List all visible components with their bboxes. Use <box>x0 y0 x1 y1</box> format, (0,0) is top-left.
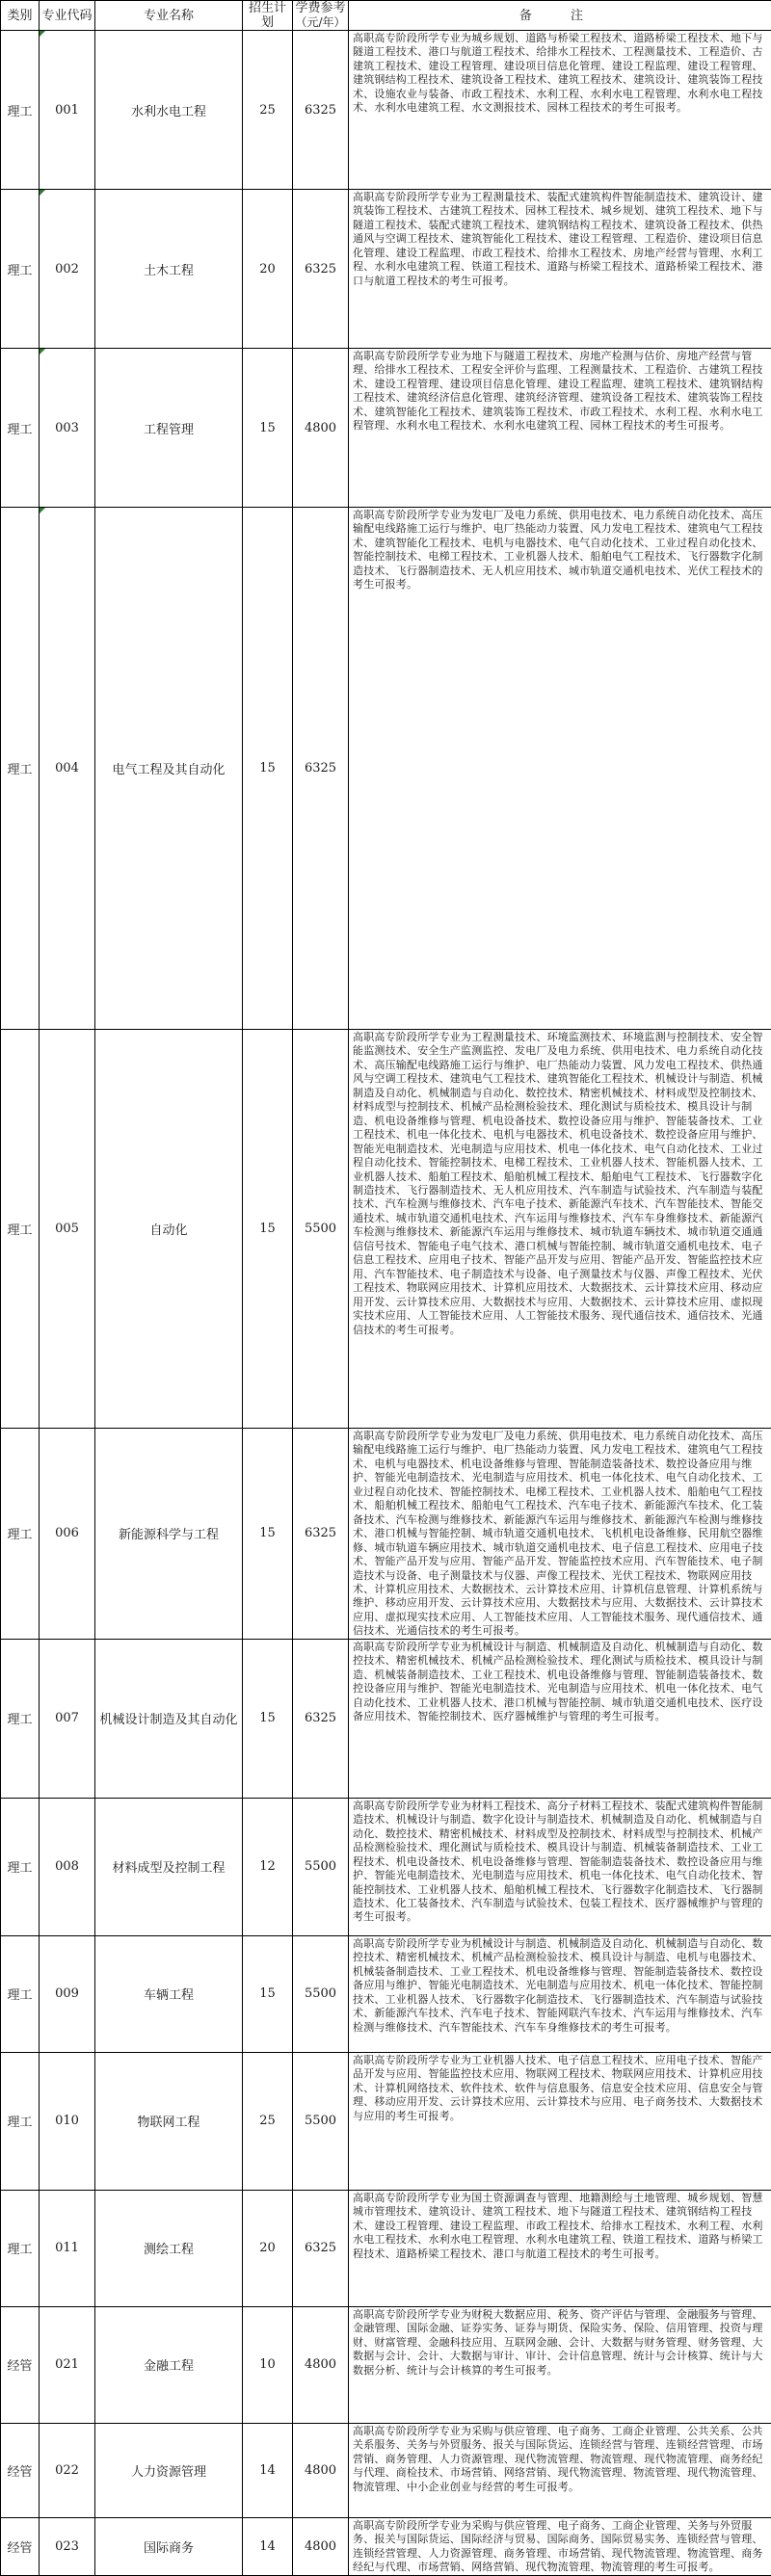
plan-cell: 15 <box>243 508 293 1030</box>
category-cell: 理工 <box>1 1429 40 1640</box>
fee-cell: 5500 <box>293 1935 349 2052</box>
code-cell <box>40 1639 95 1798</box>
plan-cell: 14 <box>243 2423 293 2517</box>
plan-cell: 15 <box>243 1429 293 1640</box>
header-fee-line1: 学费参考 <box>293 1 348 15</box>
code-text: 001 <box>55 103 79 118</box>
code-cell <box>40 1030 95 1429</box>
table-row <box>1 1935 771 2052</box>
cell-marker-icon <box>40 349 45 355</box>
code-text: 010 <box>55 2114 79 2128</box>
major-name-cell: 工程管理 <box>95 349 243 508</box>
major-name-cell: 电气工程及其自动化 <box>95 508 243 1030</box>
major-name-cell: 车辆工程 <box>95 1935 243 2052</box>
fee-cell: 4800 <box>293 2306 349 2423</box>
plan-cell: 10 <box>243 2306 293 2423</box>
plan-cell: 15 <box>243 1935 293 2052</box>
fee-cell: 6325 <box>293 508 349 1030</box>
fee-cell: 6325 <box>293 2190 349 2306</box>
header-code: 专业代码 <box>40 1 95 31</box>
table-row <box>1 2423 771 2517</box>
category-cell: 理工 <box>1 1935 40 2052</box>
notes-cell: 高职高专阶段所学专业为机械设计与制造、机械制造及自动化、机械制造与自动化、数控技术、精密机械技术、机械产品检测检验技术、理化测试与质检技术、模具设计与制造、机械装备制造技术、工业工程技术、机电设备维修与管理、智能制造装备技术、数控设备应用与维护、智能光电制造技术、光电制造与应用技术、机电一体化技术、电气自动化技术、工业机器人技术、港口机械与智能控制、城市轨道交通机电技术、医疗设备应用技术、智能控制技术、医疗器械维护与管理的考生可报考。 <box>349 1639 771 1798</box>
plan-cell: 15 <box>243 349 293 508</box>
major-name-cell: 测绘工程 <box>95 2190 243 2306</box>
notes-cell: 高职高专阶段所学专业为国土资源调查与管理、地籍测绘与土地管理、城乡规划、智慧城市管理技术、建筑设计、建筑工程技术、地下与隧道工程技术、建筑钢结构工程技术、建设工程管理、建设工程监理、市政工程技术、给排水工程技术、水利工程、水利水电工程技术、水利水电工程管理、水利水电建筑工程、铁道工程技术、道路与桥梁工程技术、道路桥梁工程技术、港口与航道工程技术的考生可报考。 <box>349 2190 771 2306</box>
major-name-cell: 金融工程 <box>95 2306 243 2423</box>
category-cell: 理工 <box>1 31 40 190</box>
category-cell: 理工 <box>1 508 40 1030</box>
category-cell: 理工 <box>1 1030 40 1429</box>
plan-cell: 25 <box>243 2052 293 2190</box>
code-cell <box>40 2306 95 2423</box>
major-name-cell: 材料成型及控制工程 <box>95 1798 243 1935</box>
notes-cell: 高职高专阶段所学专业为工程测量技术、环境监测技术、环境监测与控制技术、安全智能监测技术、安全生产监测监控、发电厂及电力系统、供用电技术、电力系统自动化技术、高压输配电线路施工运行与维护、电厂热能动力装置、风力发电工程技术、供热通风与空调工程技术、建筑电气工程技术、建筑智能化工程技术、机械设计与制造、机械制造及自动化、机械制造与自动化、数控技术、精密机械技术、材料成型及控制技术、材料成型与控制技术、机械产品检测检验技术、理化测试与质检技术、模具设计与制造、机电设备维修与管理、机电设备技术、数控设备应用与维护、智能装备技术、工业工程技术、机电一体化技术、电机与电器技术、机电设备技术、数控设备应用与维护、智能光电制造技术、光电制造与应用技术、机电一体化技术、电气自动化技术、工业过程自动化技术、智能控制技术、电梯工程技术、工业机器人技术、智能机器人技术、工业机器人技术、船舶工程技术、船舶机械工程技术、船舶电气工程技术、飞行器数字化制造技术、飞行器制造技术、无人机应用技术、汽车制造与试验技术、汽车制造与装配技术、汽车检测与维修技术、汽车电子技术、新能源汽车技术、汽车智能技术、智能交通技术、城市轨道交通机电技术、汽车运用与维修技术、汽车车身维修技术、新能源汽车检测与维修技术、新能源汽车运用与维修技术、城市轨道车辆技术、城市轨道交通通信信号技术、智能电子电气技术、港口机械与智能控制、城市轨道交通机电技术、电子信息工程技术、应用电子技术、智能产品开发与应用、智能产品开发、智能监控技术应用、汽车智能技术、电子制造技术与设备、电子测量技术与仪器、声像工程技术、光伏工程技术、物联网应用技术、计算机应用技术、大数据技术、云计算技术应用、移动应用开发、云计算技术应用、大数据技术与应用、大数据技术、云计算技术应用、虚拟现实技术应用、人工智能技术应用、人工智能技术服务、现代通信技术、通信技术、光通信技术的考生可报考。 <box>349 1030 771 1429</box>
major-name-cell: 土木工程 <box>95 190 243 349</box>
code-text: 008 <box>55 1859 79 1874</box>
plan-cell: 25 <box>243 31 293 190</box>
category-cell: 理工 <box>1 2190 40 2306</box>
plan-cell: 20 <box>243 2190 293 2306</box>
code-text: 007 <box>55 1711 79 1725</box>
code-cell <box>40 1935 95 2052</box>
major-name-cell: 自动化 <box>95 1030 243 1429</box>
code-text: 006 <box>55 1526 79 1540</box>
fee-cell: 5500 <box>293 2052 349 2190</box>
code-cell <box>40 1798 95 1935</box>
code-cell <box>40 190 95 349</box>
code-cell <box>40 508 95 1030</box>
fee-cell: 4800 <box>293 349 349 508</box>
header-plan: 招生计划 <box>243 1 293 31</box>
category-cell: 理工 <box>1 1798 40 1935</box>
plan-cell: 12 <box>243 1798 293 1935</box>
table-row <box>1 2052 771 2190</box>
table-row <box>1 2306 771 2423</box>
cell-marker-icon <box>40 31 45 37</box>
notes-cell: 高职高专阶段所学专业为城乡规划、道路与桥梁工程技术、道路桥梁工程技术、地下与隧道工程技术、港口与航道工程技术、给排水工程技术、工程测量技术、工程造价、古建筑工程技术、建设工程管理、建设项目信息化管理、建设工程监理、建设工程管理、建筑钢结构工程技术、建筑设备工程技术、建筑工程技术、建筑设计、建筑装饰工程技术、设施农业与装备、市政工程技术、水利工程、水利水电工程管理、水利水电工程技术、水利水电建筑工程、水文测报技术、园林工程技术的考生可报考。 <box>349 31 771 190</box>
category-cell: 经管 <box>1 2517 40 2575</box>
code-cell <box>40 349 95 508</box>
major-name-cell: 机械设计制造及其自动化 <box>95 1639 243 1798</box>
fee-cell: 6325 <box>293 190 349 349</box>
category-cell: 理工 <box>1 1639 40 1798</box>
table-row <box>1 1639 771 1798</box>
table-row <box>1 1429 771 1640</box>
fee-cell: 4800 <box>293 2423 349 2517</box>
category-cell: 理工 <box>1 349 40 508</box>
code-cell <box>40 1429 95 1640</box>
notes-cell: 高职高专阶段所学专业为采购与供应管理、电子商务、工商企业管理、关务与外贸服务、报关与国际货运、国际经济与贸易、国际商务、国际贸易实务、连锁经营与管理、连锁经营管理、人力资源管理、商务管理、市场营销、现代物流管理、物流管理、商务经纪与代理、市场营销、网络营销、现代物流管理、物流管理的考生可报考。 <box>349 2517 771 2575</box>
code-text: 004 <box>55 761 79 775</box>
table-row <box>1 1030 771 1429</box>
code-text: 003 <box>55 421 79 435</box>
major-name-cell: 新能源科学与工程 <box>95 1429 243 1640</box>
fee-cell: 5500 <box>293 1798 349 1935</box>
notes-cell: 高职高专阶段所学专业为发电厂及电力系统、供用电技术、电力系统自动化技术、高压输配电线路施工运行与维护、电厂热能动力装置、风力发电工程技术、建筑电气工程技术、建筑智能化工程技术、电机与电器技术、电气自动化技术、工业过程自动化技术、智能控制技术、电梯工程技术、工业机器人技术、船舶电气工程技术、飞行器数字化制造技术、飞行器制造技术、无人机应用技术、城市轨道交通机电技术、光伏工程技术的考生可报考。 <box>349 508 771 1030</box>
fee-cell: 6325 <box>293 1429 349 1640</box>
category-cell: 理工 <box>1 2052 40 2190</box>
category-cell: 经管 <box>1 2423 40 2517</box>
header-category: 类别 <box>1 1 40 31</box>
header-notes: 备 注 <box>349 1 771 31</box>
code-text: 002 <box>55 262 79 276</box>
table-row <box>1 508 771 1030</box>
table-row <box>1 349 771 508</box>
major-name-cell: 水利水电工程 <box>95 31 243 190</box>
header-fee <box>293 1 349 31</box>
code-text: 023 <box>55 2539 79 2554</box>
table-row <box>1 2517 771 2575</box>
table-row <box>1 31 771 190</box>
header-name: 专业名称 <box>95 1 243 31</box>
header-row <box>1 1 771 31</box>
notes-cell: 高职高专阶段所学专业为工程测量技术、装配式建筑构件智能制造技术、建筑设计、建筑装饰工程技术、古建筑工程技术、园林工程技术、城乡规划、建筑工程技术、地下与隧道工程技术、装配式建筑工程技术、建筑钢结构工程技术、建筑设备工程技术、供热通风与空调工程技术、建筑智能化工程技术、建设工程管理、工程造价、建设项目信息化管理、建设工程监理、市政工程技术、给排水工程技术、房地产经营与管理、水利工程、水利水电建筑工程、铁道工程技术、道路与桥梁工程技术、道路桥梁工程技术、港口与航道工程技术的考生可报考。 <box>349 190 771 349</box>
plan-cell: 20 <box>243 190 293 349</box>
fee-cell: 6325 <box>293 1639 349 1798</box>
cell-marker-icon <box>40 508 45 513</box>
major-name-cell: 物联网工程 <box>95 2052 243 2190</box>
code-text: 011 <box>55 2241 79 2255</box>
table-row <box>1 2190 771 2306</box>
notes-cell: 高职高专阶段所学专业为材料工程技术、高分子材料工程技术、装配式建筑构件智能制造技术、机械设计与制造、数字化设计与制造技术、机械制造及自动化、机械制造与自动化、数控技术、精密机械技术、材料成型及控制技术、材料成型与控制技术、机械产品检测检验技术、理化测试与质检技术、模具设计与制造、机械装备制造技术、工业工程技术、机电设备技术、机电设备维修与管理、智能制造装备技术、数控设备应用与维护、智能光电制造技术、光电制造与应用技术、机电一体化技术、电气自动化技术、智能控制技术、工业机器人技术、船舶机械工程技术、飞行器数字化制造技术、飞行器制造技术、化工装备技术、汽车制造与试验技术、包装工程技术、医疗器械维护与管理的考生可报考。 <box>349 1798 771 1935</box>
fee-cell: 5500 <box>293 1030 349 1429</box>
fee-cell: 4800 <box>293 2517 349 2575</box>
code-cell <box>40 2052 95 2190</box>
code-text: 009 <box>55 1986 79 2001</box>
plan-cell: 14 <box>243 2517 293 2575</box>
notes-cell: 高职高专阶段所学专业为财税大数据应用、税务、资产评估与管理、金融服务与管理、金融管理、国际金融、证券实务、证券与期货、保险实务、保险、信用管理、投资与理财、财富管理、金融科技应用、互联网金融、会计、大数据与财务管理、财务管理、大数据与会计、会计、大数据与审计、审计、会计信息管理、统计与会计核算、统计与大数据分析、统计与会计核算的考生可报考。 <box>349 2306 771 2423</box>
category-cell: 经管 <box>1 2306 40 2423</box>
code-cell <box>40 2517 95 2575</box>
table-row <box>1 190 771 349</box>
code-text: 005 <box>55 1222 79 1236</box>
header-fee-line2: （元/年） <box>293 15 348 30</box>
notes-cell: 高职高专阶段所学专业为发电厂及电力系统、供用电技术、电力系统自动化技术、高压输配电线路施工运行与维护、电厂热能动力装置、风力发电工程技术、建筑电气工程技术、电机与电器技术、机电设备维修与管理、智能制造装备技术、数控设备应用与维护、智能光电制造技术、光电制造与应用技术、机电一体化技术、电气自动化技术、工业过程自动化技术、智能控制技术、电梯工程技术、工业机器人技术、船舶电气工程技术、船舶机械工程技术、船舶电气工程技术、汽车电子技术、新能源汽车技术、化工装备技术、汽车检测与维修技术、新能源汽车运用与维修技术、新能源汽车检测与维修技术、港口机械与智能控制、城市轨道交通机电技术、飞机机电设备维修、民用航空器维修、城市轨道车辆应用技术、城市轨道交通机电技术、电子信息工程技术、应用电子技术、智能产品开发与应用、智能产品开发、智能监控技术应用、汽车智能技术、电子制造技术与设备、电子测量技术与仪器、声像工程技术、光伏工程技术、物联网应用技术、计算机应用技术、大数据技术、云计算技术应用、计算机信息管理、计算机系统与维护、移动应用开发、云计算技术应用、大数据技术与应用、大数据技术、云计算技术应用、虚拟现实技术应用、人工智能技术应用、人工智能技术服务、现代通信技术、通信技术、光通信技术的考生可报考。 <box>349 1429 771 1640</box>
notes-cell: 高职高专阶段所学专业为机械设计与制造、机械制造及自动化、机械制造与自动化、数控技术、精密机械技术、机械产品检测检验技术、模具设计与制造、电机与电器技术、机械装备制造技术、工业工程技术、机电设备维修与管理、智能制造装备技术、数控设备应用与维护、智能光电制造技术、光电制造与应用技术、机电一体化技术、智能控制技术、工业机器人技术、飞行器数字化制造技术、飞行器制造技术、汽车制造与试验技术、新能源汽车技术、汽车电子技术、智能网联汽车技术、汽车运用与维修技术、汽车检测与维修技术、汽车智能技术、汽车车身维修技术的考生可报考。 <box>349 1935 771 2052</box>
plan-cell: 15 <box>243 1030 293 1429</box>
code-cell <box>40 31 95 190</box>
major-name-cell: 国际商务 <box>95 2517 243 2575</box>
fee-cell: 6325 <box>293 31 349 190</box>
cell-marker-icon <box>40 190 45 196</box>
major-name-cell: 人力资源管理 <box>95 2423 243 2517</box>
plan-cell: 15 <box>243 1639 293 1798</box>
code-cell <box>40 2423 95 2517</box>
code-text: 022 <box>55 2463 79 2478</box>
code-cell <box>40 2190 95 2306</box>
category-cell: 理工 <box>1 190 40 349</box>
notes-cell: 高职高专阶段所学专业为地下与隧道工程技术、房地产检测与估价、房地产经营与管理、给排水工程技术、工程安全评价与监理、工程测量技术、工程造价、古建筑工程技术、建设工程管理、建设项目信息化管理、建设工程监理、建筑工程技术、建筑钢结构工程技术、建筑经济信息化管理、建筑经济管理、建筑设备工程技术、建筑装饰工程技术、建筑智能化工程技术、建筑装饰工程技术、市政工程技术、水利工程、水利水电工程管理、水利水电工程技术、水利水电建筑工程、园林工程技术的考生可报考。 <box>349 349 771 508</box>
notes-cell: 高职高专阶段所学专业为工业机器人技术、电子信息工程技术、应用电子技术、智能产品开发与应用、智能监控技术应用、物联网工程技术、物联网应用技术、计算机应用技术、计算机网络技术、软件技术、软件与信息服务、信息安全技术应用、信息安全与管理、移动应用开发、云计算技术应用、云计算技术与应用、电子商务技术、大数据技术与应用的考生可报考。 <box>349 2052 771 2190</box>
notes-cell: 高职高专阶段所学专业为采购与供应管理、电子商务、工商企业管理、公共关系、公共关系服务、关务与外贸服务、报关与国际货运、连锁经营与管理、连锁经营管理、市场营销、商务管理、人力资源管理、现代物流管理、物流管理、现代物流管理、商务经纪与代理、商检技术、市场营销、网络营销、现代物流管理、物流管理、现代物流管理、物流管理、中小企业创业与经营的考生可报考。 <box>349 2423 771 2517</box>
code-text: 021 <box>55 2357 79 2372</box>
table-row <box>1 1798 771 1935</box>
